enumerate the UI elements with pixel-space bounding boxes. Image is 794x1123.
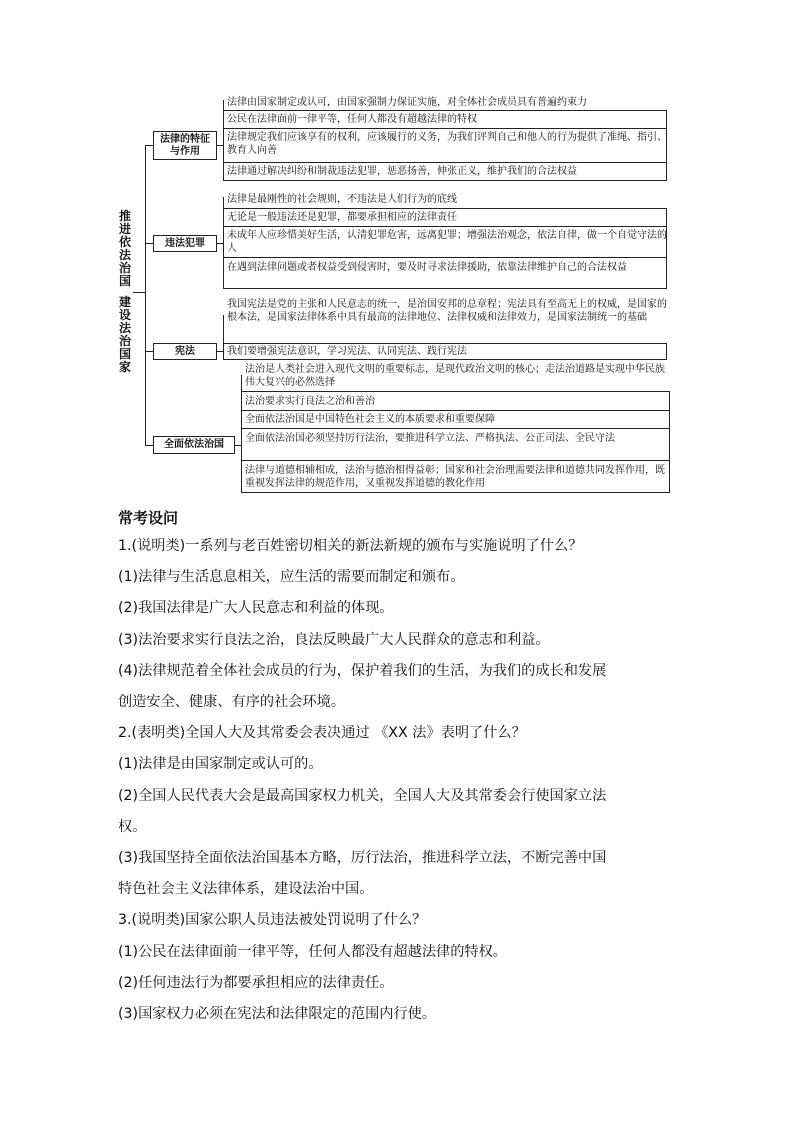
root-char: 建 (118, 295, 131, 309)
leaf-text: 法律由国家制定或认可，由国家强制力保证实施，对全体社会成员具有普遍约束力 (227, 97, 587, 108)
category-label: 宪法 (175, 345, 195, 357)
leaf-separator (241, 460, 670, 461)
root-char: 依 (118, 235, 131, 249)
root-title (117, 210, 133, 374)
answer-line: (4)法律规范着全体社会成员的行为，保护着我们的生活，为我们的成长和发展 (118, 662, 607, 679)
leaf-text: 我们要增强宪法意识，学习宪法、认同宪法、践行宪法 (227, 346, 467, 357)
question-line: 2.(表明类)全国人大及其常委会表决通过 《XX 法》表明了什么？ (118, 725, 526, 742)
root-char: 法 (118, 321, 131, 335)
root-spine (145, 145, 146, 445)
leaf-text: 全面依法治国必须坚持厉行法治，要推进科学立法、严格执法、公正司法、全民守法 (245, 433, 615, 444)
leaf-text: 在遇到法律问题或者权益受到侵害时，要及时寻求法律援助，依靠法律维护自己的合法权益 (227, 262, 627, 273)
leaf-text: 我国宪法是党的主张和人民意志的统一，是治国安邦的总章程；宪法具有至高无上的权威，是国家的根本法，是国家法律体系中具有最高的法律地位、法律权威和法律效力，是国家法制统一的基础 (227, 299, 667, 323)
leaf-text: 法律与道德相辅相成，法治与德治相得益彰；国家和社会治理需要法律和道德共同发挥作用，既重视发挥法律的规范作用，又重视发挥道德的教化作用 (245, 465, 665, 489)
leaf-separator (223, 110, 667, 111)
leaf-separator (241, 428, 670, 429)
answer-line: 权。 (118, 818, 147, 835)
leaf-text: 法治要求实行良法之治和善治 (245, 396, 375, 407)
root-char: 推 (118, 209, 131, 223)
leaf-text: 未成年人应珍惜美好生活，认清犯罪危害，远离犯罪；增强法治观念，依法自律，做一个自觉守法的人 (227, 230, 667, 254)
branch-line (145, 351, 153, 352)
category-crime (153, 235, 217, 252)
category-label: 法律的特征 (160, 133, 210, 145)
category-label: 全面依法治国 (164, 439, 224, 450)
category-law-features (153, 131, 217, 160)
branch-line (145, 145, 153, 146)
leaf-separator (223, 162, 667, 163)
leaf-text: 全面依法治国是中国特色社会主义的本质要求和重要保障 (245, 414, 495, 425)
leaf-text: 公民在法律面前一律平等，任何人都没有超越法律的特权 (227, 114, 477, 125)
answer-line: (1)法律与生活息息相关，应生活的需要而制定和颁布。 (118, 569, 465, 586)
root-char: 法 (118, 248, 131, 262)
leaf-separator (223, 257, 667, 258)
answer-line: 特色社会主义法律体系，建设法治中国。 (118, 881, 374, 898)
question-line: 1.(说明类)一系列与老百姓密切相关的新法新规的颁布与实施说明了什么？ (118, 538, 583, 554)
leaf-text: 法律是最刚性的社会规则，不违法是人们行为的底线 (227, 194, 457, 205)
category-label: 违法犯罪 (165, 237, 205, 249)
answer-line: (1)法律是由国家制定或认可的。 (118, 756, 323, 773)
answer-line: (3)我国坚持全面依法治国基本方略，厉行法治，推进科学立法，不断完善中国 (118, 850, 607, 867)
category-label: 与作用 (170, 145, 200, 157)
answer-line: (2)我国法律是广大人民意志和利益的体现。 (118, 600, 394, 617)
leaf-text: 无论是一般违法还是犯罪，都要承担相应的法律责任 (227, 212, 457, 223)
answer-line: (2)全国人民代表大会是最高国家权力机关，全国人大及其常委会行使国家立法 (118, 787, 607, 804)
root-char: 家 (118, 360, 131, 374)
root-char: 国 (118, 347, 131, 361)
leaf-separator (223, 128, 667, 129)
category-rule-of-law (153, 436, 235, 454)
root-char: 治 (118, 261, 131, 275)
root-char: 进 (118, 222, 131, 236)
question-line: 3.(说明类)国家公职人员违法被处罚说明了什么？ (118, 912, 427, 929)
section-heading: 常考设问 (118, 509, 179, 527)
common-questions-section (118, 505, 688, 1030)
leaf-text: 法治是人类社会进入现代文明的重要标志，是现代政治文明的核心；走法治道路是实现中华民族伟大复兴的必然选择 (245, 364, 665, 388)
root-char: 国 (118, 274, 131, 288)
root-connector (133, 292, 145, 293)
answer-line: (2)任何违法行为都要承担相应的法律责任。 (118, 974, 394, 991)
leaf-separator (223, 226, 667, 227)
answer-line: (1)公民在法律面前一律平等，任何人都没有超越法律的特权。 (118, 943, 507, 960)
root-char: 治 (118, 334, 131, 348)
answer-line: 创造安全、健康、有序的社会环境。 (118, 694, 346, 711)
root-char: 设 (118, 308, 131, 322)
answer-line: (3)国家权力必须在宪法和法律限定的范围内行使。 (118, 1006, 437, 1023)
leaf-text: 法律通过解决纠纷和制裁违法犯罪，惩恶扬善，伸张正义，维护我们的合法权益 (227, 166, 577, 177)
leaf-separator (241, 410, 670, 411)
mind-map (0, 0, 794, 500)
leaf-text: 法律规定我们应该享有的权利，应该履行的义务，为我们评判自己和他人的行为提供了准绳、指引、教育人向善 (227, 132, 667, 156)
answer-line: (3)法治要求实行良法之治，良法反映最广大人民群众的意志和利益。 (118, 631, 550, 648)
category-constitution (153, 343, 217, 360)
branch-line (145, 445, 153, 446)
branch-line (145, 243, 153, 244)
